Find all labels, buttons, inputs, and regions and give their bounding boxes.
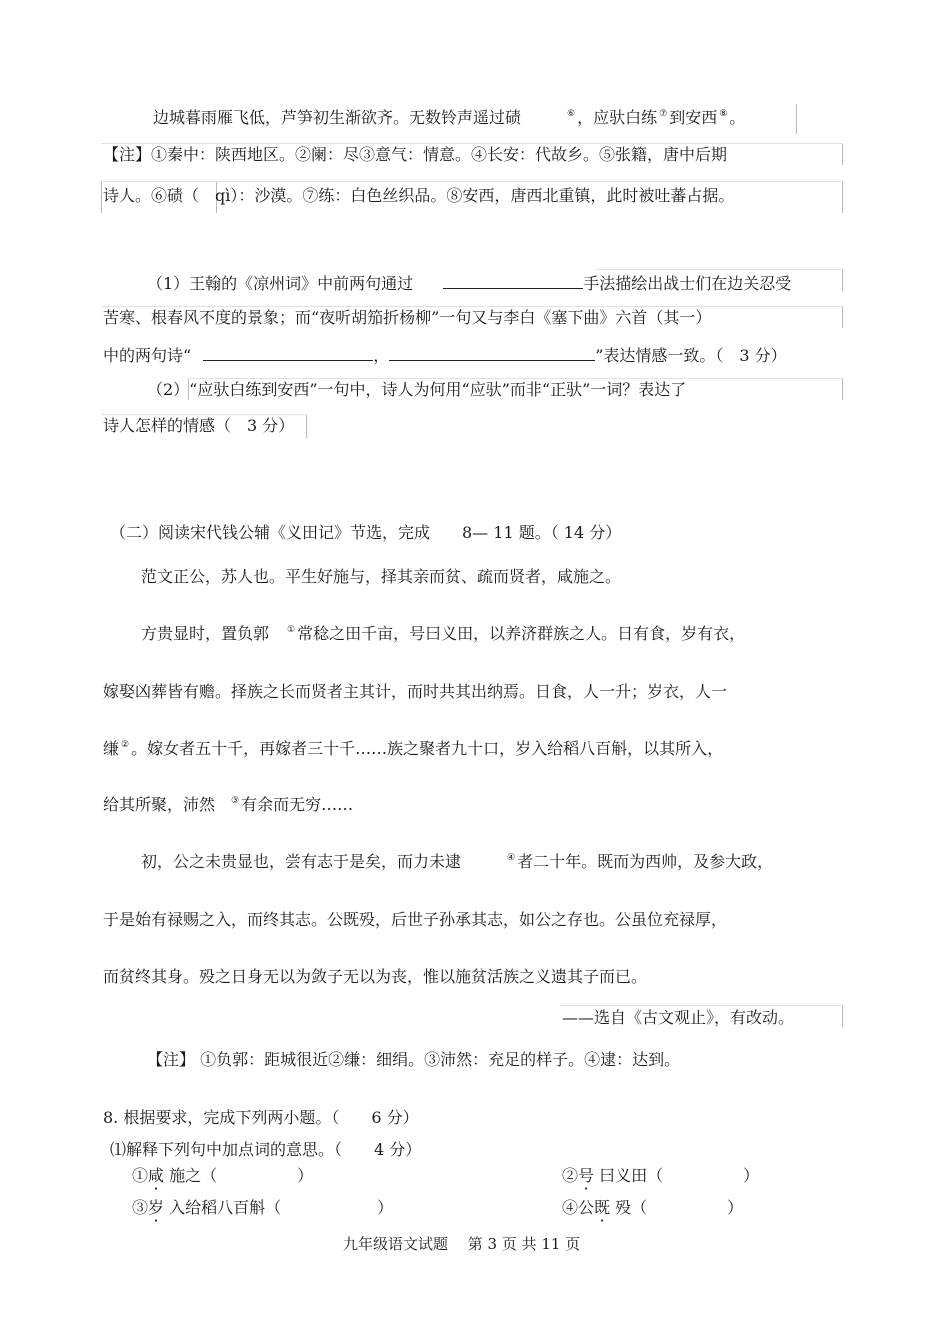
poem-text: 到安西 xyxy=(669,108,718,127)
passage-text: 方贵显时，置负郭 xyxy=(141,624,270,643)
passage-source: ——选自《古文观止》，有改动。 xyxy=(562,1008,795,1027)
passage-text: 给其所聚，沛然 xyxy=(103,795,216,814)
scan-artifact xyxy=(842,269,843,291)
footnote-marker: ② xyxy=(121,740,130,750)
passage-text: 初，公之未贵显也，尝有志于是矣，而力未逮 xyxy=(141,852,462,871)
emphasized-word: 岁 xyxy=(148,1198,165,1217)
footnote-marker: ⑥ xyxy=(567,109,576,119)
question-2-line-1: （2）“应驮白练到安西”一句中，诗人为何用“应驮”而非“正驮”一词？表达了 xyxy=(147,380,687,399)
scan-artifact xyxy=(842,1005,843,1027)
question-text: 中的两句诗“ xyxy=(103,346,192,365)
emphasized-word: 咸 xyxy=(148,1166,165,1185)
passage-text: 缣 xyxy=(103,739,120,758)
question-8-item-2: ②号 曰义田（ ） xyxy=(562,1166,760,1185)
scan-artifact xyxy=(101,414,307,415)
question-8-title: 8. 根据要求，完成下列两小题。（ 6 分） xyxy=(103,1108,419,1127)
question-1-line-3 xyxy=(103,344,787,366)
question-2-line-2: 诗人怎样的情感（ 3 分） xyxy=(103,416,295,435)
passage-text: 有余而无穷…… xyxy=(241,795,354,814)
question-1-line-1 xyxy=(147,272,791,294)
question-text: （1）王翰的《凉州词》中前两句通过 xyxy=(147,274,414,293)
poem-text: 。 xyxy=(729,108,746,127)
emphasized-word: 号 xyxy=(578,1166,595,1185)
question-text: 手法描绘出战士们在边关忍受 xyxy=(583,274,792,293)
footnote-marker: ⑦ xyxy=(659,109,668,119)
scan-artifact xyxy=(842,143,843,165)
poem-note-line-1: 【注】①秦中：陕西地区。②阑：尽③意气：情意。④长安：代故乡。⑤张籍，唐中后期 xyxy=(103,145,728,164)
answer-blank[interactable] xyxy=(443,272,583,289)
scan-artifact xyxy=(306,414,307,438)
footnote-marker: ③ xyxy=(231,796,240,806)
poem-text: ，应驮白练 xyxy=(577,108,658,127)
page-footer: 九年级语文试题 第 3 页 共 11 页 xyxy=(343,1235,581,1253)
passage-text: 常稔之田千亩，号曰义田，以养济群族之人。日有食，岁有衣， xyxy=(297,624,746,643)
passage-text: 者二十年。既而为西帅，及参大政， xyxy=(517,852,774,871)
passage-line xyxy=(141,624,745,647)
passage-text: 。嫁女者五十千，再嫁者三十千……族之聚者九十口，岁入给稻八百斛，以其所入， xyxy=(131,739,724,758)
scan-artifact xyxy=(101,181,843,182)
poem-last-line xyxy=(153,108,745,131)
passage-paragraph: 范文正公，苏人也。平生好施与，择其亲而贫、疏而贤者，咸施之。 xyxy=(141,567,622,586)
passage-line: 而贫终其身。殁之日身无以为敛子无以为丧，惟以施贫活族之义遗其子而已。 xyxy=(103,967,648,986)
passage-line xyxy=(103,739,723,762)
question-8-subtitle: ⑴解释下列句中加点词的意思。（ 4 分） xyxy=(110,1140,422,1159)
scan-artifact xyxy=(842,181,843,213)
passage-notes: 【注】 ①负郭：距城很近②缣：细绢。③沛然：充足的样子。④逮：达到。 xyxy=(147,1050,681,1069)
question-1-line-2: 苦寒、根春风不度的景象；而“夜听胡笳折杨柳”一句又与李白《塞下曲》六首（其一） xyxy=(103,308,712,327)
scan-artifact xyxy=(842,306,843,328)
scan-artifact xyxy=(596,269,843,270)
question-8-item-3: ③岁 入给稻八百斛（ ） xyxy=(132,1198,394,1217)
scan-artifact xyxy=(101,306,843,307)
poem-text: 边城暮雨雁飞低，芦笋初生渐欲齐。无数铃声遥过碛 xyxy=(153,108,522,127)
passage-line xyxy=(103,795,353,818)
question-text: ”表达情感一致。（ 3 分） xyxy=(595,346,787,365)
question-8-item-4: ④公既 殁（ ） xyxy=(562,1198,744,1217)
footnote-marker: ① xyxy=(287,625,296,635)
footnote-marker: ⑧ xyxy=(719,109,728,119)
scan-artifact xyxy=(842,378,843,400)
scan-artifact xyxy=(796,104,797,134)
emphasized-word: 既 xyxy=(594,1198,611,1217)
passage-line: 于是始有禄赐之入，而终其志。公既殁，后世子孙承其志，如公之存也。公虽位充禄厚， xyxy=(103,910,728,929)
passage-line xyxy=(141,852,773,875)
footnote-marker: ④ xyxy=(507,853,516,863)
question-8-item-1: ①咸 施之（ ） xyxy=(132,1166,314,1185)
scan-artifact xyxy=(101,181,102,213)
answer-blank[interactable] xyxy=(203,344,373,361)
passage-line: 嫁娶凶葬皆有赡。择族之长而贤者主其计，而时共其出纳焉。日食，人一升；岁衣，人一 xyxy=(103,682,728,701)
poem-note-line-2: 诗人。⑥碛（ qì）：沙漠。⑦练：白色丝织品。⑧安西，唐西北重镇，此时被吐蕃占据。 xyxy=(103,186,735,205)
scan-artifact xyxy=(560,1005,843,1006)
question-text: ， xyxy=(373,346,390,365)
scan-artifact xyxy=(101,143,843,144)
scan-artifact xyxy=(188,378,843,379)
section-heading: （二）阅读宋代钱公辅《义田记》节选，完成 8— 11 题。（ 14 分） xyxy=(110,523,622,542)
answer-blank[interactable] xyxy=(389,344,595,361)
